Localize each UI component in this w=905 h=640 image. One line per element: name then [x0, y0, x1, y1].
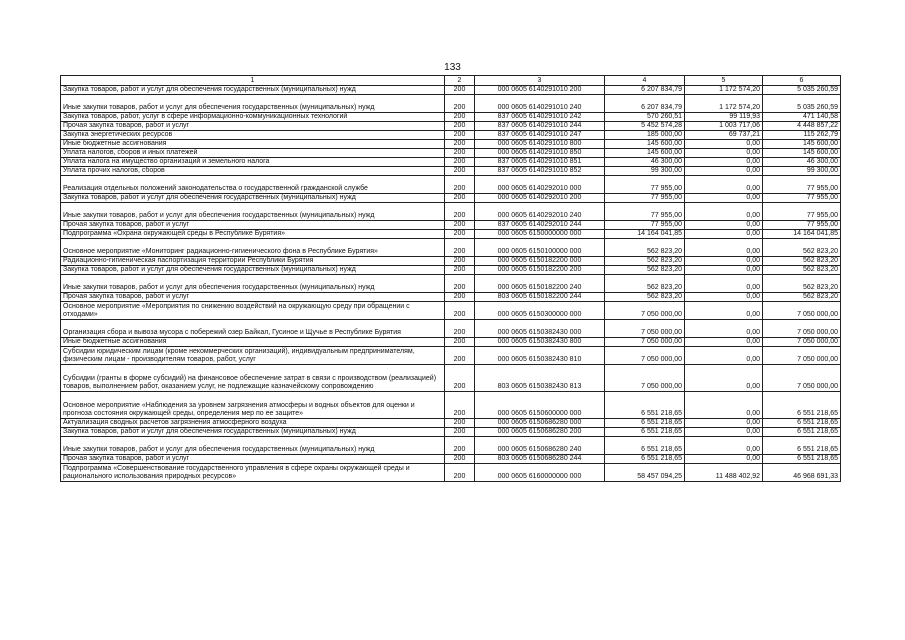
table-row: [61, 95, 841, 113]
row-code-cell: 200: [445, 239, 475, 257]
row-value-2-cell: 0,00: [685, 203, 763, 221]
row-code-cell: 200: [445, 455, 475, 464]
row-name-cell: Прочая закупка товаров, работ и услуг: [61, 455, 445, 464]
row-classification-cell: 000 0605 6150000000 000: [475, 230, 605, 239]
table-row: [61, 176, 841, 194]
row-name-cell: Иные закупки товаров, работ и услуг для обеспечения государственных (муниципальных) нужд: [61, 275, 445, 293]
table-row: [61, 338, 841, 347]
row-value-1-cell: 6 551 218,65: [605, 419, 685, 428]
table-row: [61, 131, 841, 140]
row-value-3-cell: 562 823,20: [763, 293, 841, 302]
row-value-3-cell: 4 448 857,22: [763, 122, 841, 131]
row-value-3-cell: 77 955,00: [763, 176, 841, 194]
table-row: [61, 419, 841, 428]
row-code-cell: 200: [445, 257, 475, 266]
row-value-3-cell: 562 823,20: [763, 266, 841, 275]
row-classification-cell: 837 0605 6140291010 242: [475, 113, 605, 122]
row-code-cell: 200: [445, 230, 475, 239]
row-code-cell: 200: [445, 302, 475, 320]
row-name-cell: Закупка энергетических ресурсов: [61, 131, 445, 140]
row-name-cell: Организация сбора и вывоза мусора с побережий озер Байкал, Гусиное и Щучье в Республике Бурятия: [61, 320, 445, 338]
row-value-2-cell: 0,00: [685, 428, 763, 437]
row-value-1-cell: 99 300,00: [605, 167, 685, 176]
row-classification-cell: 000 0605 6150182200 000: [475, 257, 605, 266]
row-value-1-cell: 7 050 000,00: [605, 338, 685, 347]
row-code-cell: 200: [445, 131, 475, 140]
row-classification-cell: 000 0605 6140292010 000: [475, 176, 605, 194]
table-row: [61, 464, 841, 482]
row-classification-cell: 000 0605 6160000000 000: [475, 464, 605, 482]
row-classification-cell: 000 0605 6150182200 240: [475, 275, 605, 293]
row-name-cell: Основное мероприятие «Мониторинг радиационно-гигиенического фона в Республике Бурятия»: [61, 239, 445, 257]
row-value-3-cell: 6 551 218,65: [763, 428, 841, 437]
row-value-3-cell: 77 955,00: [763, 194, 841, 203]
row-name-cell: Основное мероприятие «Наблюдения за уровнем загрязнения атмосферы и водных объектов для оценки и прогноза состояния окружающей среды, определения мер по ее защите»: [61, 392, 445, 419]
row-value-1-cell: 6 551 218,65: [605, 392, 685, 419]
table-row: [61, 266, 841, 275]
row-value-1-cell: 7 050 000,00: [605, 320, 685, 338]
row-value-2-cell: 99 119,93: [685, 113, 763, 122]
table-row: [61, 455, 841, 464]
table-row: [61, 392, 841, 419]
row-classification-cell: 000 0605 6150100000 000: [475, 239, 605, 257]
row-value-3-cell: 7 050 000,00: [763, 347, 841, 365]
row-value-3-cell: 145 600,00: [763, 149, 841, 158]
row-value-2-cell: 0,00: [685, 338, 763, 347]
table-row: [61, 302, 841, 320]
row-name-cell: Закупка товаров, работ и услуг для обеспечения государственных (муниципальных) нужд: [61, 194, 445, 203]
row-value-1-cell: 185 000,00: [605, 131, 685, 140]
row-value-3-cell: 115 262,79: [763, 131, 841, 140]
table-row: [61, 275, 841, 293]
row-value-2-cell: 0,00: [685, 275, 763, 293]
row-value-2-cell: 0,00: [685, 302, 763, 320]
row-classification-cell: 837 0605 6140291010 244: [475, 122, 605, 131]
table-row: [61, 122, 841, 131]
row-value-3-cell: 5 035 260,59: [763, 95, 841, 113]
row-value-3-cell: 46 968 691,33: [763, 464, 841, 482]
row-value-1-cell: 570 260,51: [605, 113, 685, 122]
row-value-3-cell: 145 600,00: [763, 140, 841, 149]
row-code-cell: 200: [445, 293, 475, 302]
header-cell: 3: [475, 76, 605, 86]
row-name-cell: Уплата налогов, сборов и иных платежей: [61, 149, 445, 158]
budget-table: [60, 75, 841, 482]
row-value-1-cell: 562 823,20: [605, 266, 685, 275]
row-code-cell: 200: [445, 392, 475, 419]
table-row: [61, 257, 841, 266]
row-value-3-cell: 7 050 000,00: [763, 365, 841, 392]
row-value-3-cell: 7 050 000,00: [763, 302, 841, 320]
row-name-cell: Иные закупки товаров, работ и услуг для обеспечения государственных (муниципальных) нужд: [61, 95, 445, 113]
row-code-cell: 200: [445, 149, 475, 158]
row-value-1-cell: 6 207 834,79: [605, 86, 685, 95]
row-classification-cell: 803 0605 6150382430 813: [475, 365, 605, 392]
row-value-3-cell: 7 050 000,00: [763, 338, 841, 347]
row-code-cell: 200: [445, 122, 475, 131]
row-code-cell: 200: [445, 428, 475, 437]
row-name-cell: Субсидии (гранты в форме субсидий) на финансовое обеспечение затрат в связи с производством (реализацией) товаров, выполнением работ, оказанием услуг, не подлежащие казначейскому сопровождению: [61, 365, 445, 392]
table-row: [61, 203, 841, 221]
row-classification-cell: 000 0605 6150382430 800: [475, 338, 605, 347]
row-classification-cell: 837 0605 6140291010 247: [475, 131, 605, 140]
row-value-1-cell: 77 955,00: [605, 176, 685, 194]
row-value-2-cell: 0,00: [685, 365, 763, 392]
row-code-cell: 200: [445, 365, 475, 392]
row-value-1-cell: 145 600,00: [605, 140, 685, 149]
header-cell: 6: [763, 76, 841, 86]
row-classification-cell: 000 0605 6150382430 000: [475, 320, 605, 338]
table-row: [61, 437, 841, 455]
row-value-3-cell: 5 035 260,59: [763, 86, 841, 95]
row-code-cell: 200: [445, 266, 475, 275]
row-code-cell: 200: [445, 221, 475, 230]
row-value-2-cell: 0,00: [685, 140, 763, 149]
row-name-cell: Закупка товаров, работ и услуг для обеспечения государственных (муниципальных) нужд: [61, 86, 445, 95]
row-classification-cell: 837 0605 6140292010 244: [475, 221, 605, 230]
row-name-cell: Прочая закупка товаров, работ и услуг: [61, 221, 445, 230]
row-value-2-cell: 1 172 574,20: [685, 86, 763, 95]
row-value-3-cell: 14 164 041,85: [763, 230, 841, 239]
row-classification-cell: 000 0605 6150382430 810: [475, 347, 605, 365]
row-value-2-cell: 0,00: [685, 176, 763, 194]
row-value-1-cell: 6 207 834,79: [605, 95, 685, 113]
row-value-2-cell: 0,00: [685, 158, 763, 167]
row-value-2-cell: 0,00: [685, 167, 763, 176]
row-name-cell: Радиационно-гигиеническая паспортизация территории Республики Бурятия: [61, 257, 445, 266]
row-value-3-cell: 77 955,00: [763, 221, 841, 230]
row-classification-cell: 000 0605 6150686280 240: [475, 437, 605, 455]
row-name-cell: Закупка товаров, работ и услуг для обеспечения государственных (муниципальных) нужд: [61, 266, 445, 275]
table-row: [61, 158, 841, 167]
row-value-2-cell: 0,00: [685, 455, 763, 464]
page-number: 133: [444, 62, 461, 73]
row-value-2-cell: 11 488 402,92: [685, 464, 763, 482]
table-row: [61, 149, 841, 158]
row-code-cell: 200: [445, 275, 475, 293]
row-classification-cell: 837 0605 6140291010 852: [475, 167, 605, 176]
table-row: [61, 140, 841, 149]
row-name-cell: Уплата прочих налогов, сборов: [61, 167, 445, 176]
row-value-2-cell: 1 003 717,06: [685, 122, 763, 131]
row-name-cell: Подпрограмма «Охрана окружающей среды в Республике Бурятия»: [61, 230, 445, 239]
row-name-cell: Иные закупки товаров, работ и услуг для обеспечения государственных (муниципальных) нужд: [61, 437, 445, 455]
row-code-cell: 200: [445, 194, 475, 203]
row-code-cell: 200: [445, 437, 475, 455]
row-value-3-cell: 6 551 218,65: [763, 419, 841, 428]
row-classification-cell: 000 0605 6140291010 850: [475, 149, 605, 158]
table-row: [61, 86, 841, 95]
row-code-cell: 200: [445, 320, 475, 338]
table-row: [61, 347, 841, 365]
row-value-3-cell: 471 140,58: [763, 113, 841, 122]
row-value-3-cell: 7 050 000,00: [763, 320, 841, 338]
row-classification-cell: 837 0605 6140291010 851: [475, 158, 605, 167]
header-cell: 4: [605, 76, 685, 86]
table-row: [61, 167, 841, 176]
table-row: [61, 293, 841, 302]
row-value-3-cell: 6 551 218,65: [763, 392, 841, 419]
row-name-cell: Прочая закупка товаров, работ и услуг: [61, 293, 445, 302]
row-value-2-cell: 0,00: [685, 257, 763, 266]
row-value-3-cell: 99 300,00: [763, 167, 841, 176]
row-name-cell: Иные бюджетные ассигнования: [61, 338, 445, 347]
row-value-1-cell: 5 452 574,28: [605, 122, 685, 131]
row-code-cell: 200: [445, 464, 475, 482]
row-value-1-cell: 7 050 000,00: [605, 347, 685, 365]
row-name-cell: Подпрограмма «Совершенствование государственного управления в сфере охраны окружающей среды и рационального использования природных ресурсов»: [61, 464, 445, 482]
row-value-1-cell: 46 300,00: [605, 158, 685, 167]
row-name-cell: Закупка товаров, работ и услуг для обеспечения государственных (муниципальных) нужд: [61, 428, 445, 437]
table-header-row: [61, 76, 841, 86]
row-value-1-cell: 14 164 041,85: [605, 230, 685, 239]
row-value-2-cell: 0,00: [685, 419, 763, 428]
row-value-1-cell: 562 823,20: [605, 293, 685, 302]
row-classification-cell: 000 0605 6150686280 000: [475, 419, 605, 428]
row-value-3-cell: 77 955,00: [763, 203, 841, 221]
row-value-3-cell: 562 823,20: [763, 257, 841, 266]
row-value-2-cell: 0,00: [685, 149, 763, 158]
row-code-cell: 200: [445, 203, 475, 221]
row-value-1-cell: 77 955,00: [605, 194, 685, 203]
row-value-2-cell: 0,00: [685, 239, 763, 257]
row-value-1-cell: 7 050 000,00: [605, 302, 685, 320]
row-code-cell: 200: [445, 95, 475, 113]
row-value-3-cell: 6 551 218,65: [763, 455, 841, 464]
row-value-2-cell: 1 172 574,20: [685, 95, 763, 113]
row-value-2-cell: 0,00: [685, 293, 763, 302]
header-cell: 1: [61, 76, 445, 86]
row-classification-cell: 000 0605 6150300000 000: [475, 302, 605, 320]
row-code-cell: 200: [445, 419, 475, 428]
header-cell: 2: [445, 76, 475, 86]
row-code-cell: 200: [445, 113, 475, 122]
row-classification-cell: 000 0605 6140291010 240: [475, 95, 605, 113]
row-value-3-cell: 46 300,00: [763, 158, 841, 167]
row-name-cell: Прочая закупка товаров, работ и услуг: [61, 122, 445, 131]
row-classification-cell: 000 0605 6150600000 000: [475, 392, 605, 419]
row-code-cell: 200: [445, 140, 475, 149]
row-value-2-cell: 69 737,21: [685, 131, 763, 140]
row-value-2-cell: 0,00: [685, 320, 763, 338]
table-row: [61, 365, 841, 392]
header-cell: 5: [685, 76, 763, 86]
table-row: [61, 320, 841, 338]
row-code-cell: 200: [445, 86, 475, 95]
row-classification-cell: 000 0605 6140292010 240: [475, 203, 605, 221]
row-code-cell: 200: [445, 176, 475, 194]
row-name-cell: Реализация отдельных положений законодательства о государственной гражданской службе: [61, 176, 445, 194]
table-row: [61, 221, 841, 230]
row-name-cell: Иные закупки товаров, работ и услуг для обеспечения государственных (муниципальных) нужд: [61, 203, 445, 221]
row-value-1-cell: 6 551 218,65: [605, 455, 685, 464]
row-classification-cell: 000 0605 6140291010 800: [475, 140, 605, 149]
row-value-1-cell: 7 050 000,00: [605, 365, 685, 392]
row-value-2-cell: 0,00: [685, 266, 763, 275]
row-value-2-cell: 0,00: [685, 194, 763, 203]
row-value-1-cell: 77 955,00: [605, 203, 685, 221]
row-name-cell: Закупка товаров, работ, услуг в сфере информационно-коммуникационных технологий: [61, 113, 445, 122]
row-name-cell: Актуализация сводных расчетов загрязнения атмосферного воздуха: [61, 419, 445, 428]
row-value-1-cell: 58 457 094,25: [605, 464, 685, 482]
row-value-2-cell: 0,00: [685, 437, 763, 455]
row-classification-cell: 000 0605 6140292010 200: [475, 194, 605, 203]
row-value-2-cell: 0,00: [685, 230, 763, 239]
row-value-1-cell: 6 551 218,65: [605, 428, 685, 437]
row-classification-cell: 000 0605 6140291010 200: [475, 86, 605, 95]
row-value-1-cell: 562 823,20: [605, 275, 685, 293]
row-value-2-cell: 0,00: [685, 221, 763, 230]
row-value-1-cell: 145 600,00: [605, 149, 685, 158]
row-value-1-cell: 562 823,20: [605, 239, 685, 257]
table-row: [61, 428, 841, 437]
table-row: [61, 194, 841, 203]
row-name-cell: Основное мероприятие «Мероприятия по снижению воздействий на окружающую среду при обращении с отходами»: [61, 302, 445, 320]
row-value-3-cell: 562 823,20: [763, 239, 841, 257]
row-value-1-cell: 562 823,20: [605, 257, 685, 266]
row-value-3-cell: 6 551 218,65: [763, 437, 841, 455]
row-value-1-cell: 6 551 218,65: [605, 437, 685, 455]
row-classification-cell: 000 0605 6150182200 200: [475, 266, 605, 275]
row-name-cell: Уплата налога на имущество организаций и земельного налога: [61, 158, 445, 167]
row-code-cell: 200: [445, 167, 475, 176]
table-row: [61, 230, 841, 239]
row-code-cell: 200: [445, 347, 475, 365]
row-name-cell: Иные бюджетные ассигнования: [61, 140, 445, 149]
row-code-cell: 200: [445, 338, 475, 347]
row-classification-cell: 803 0605 6150686280 244: [475, 455, 605, 464]
row-value-2-cell: 0,00: [685, 392, 763, 419]
table-row: [61, 113, 841, 122]
row-classification-cell: 000 0605 6150686280 200: [475, 428, 605, 437]
row-classification-cell: 803 0605 6150182200 244: [475, 293, 605, 302]
row-code-cell: 200: [445, 158, 475, 167]
row-value-3-cell: 562 823,20: [763, 275, 841, 293]
row-value-1-cell: 77 955,00: [605, 221, 685, 230]
row-value-2-cell: 0,00: [685, 347, 763, 365]
table-row: [61, 239, 841, 257]
row-name-cell: Субсидии юридическим лицам (кроме некоммерческих организаций), индивидуальным предпринимателям, физическим лицам - производителям товаров, работ, услуг: [61, 347, 445, 365]
